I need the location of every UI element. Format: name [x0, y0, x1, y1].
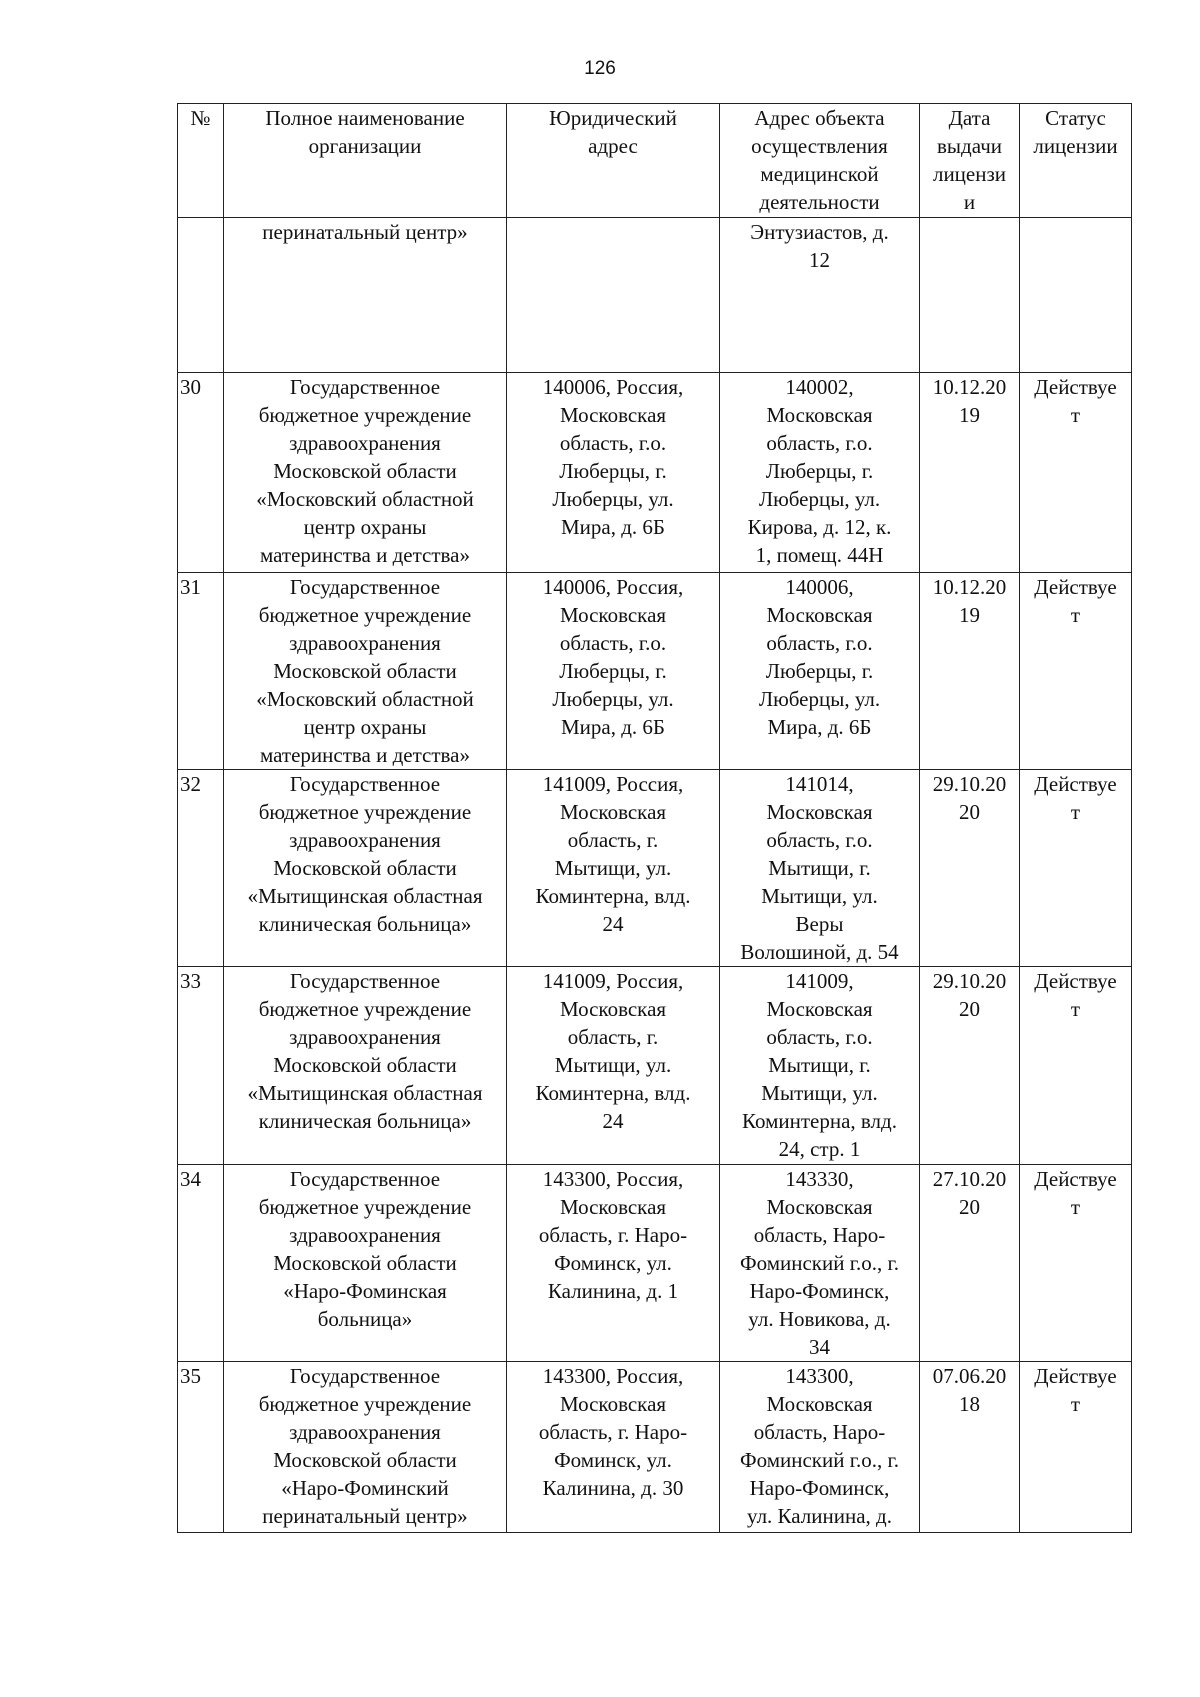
- cell-issue-date: 29.10.20 20: [920, 967, 1020, 1165]
- page-number: 126: [584, 58, 616, 79]
- cell-site-address: 140002, Московская область, г.о. Люберцы, г. Люберцы, ул. Кирова, д. 12, к. 1, помещ. 44Н: [720, 373, 920, 573]
- cell-status: Действуе т: [1020, 573, 1132, 770]
- header-legal-address: Юридический адрес: [507, 104, 720, 218]
- cell-number: 34: [178, 1165, 224, 1362]
- cell-organization: перинатальный центр»: [224, 218, 507, 373]
- cell-legal-address: 143300, Россия, Московская область, г. Наро- Фоминск, ул. Калинина, д. 1: [507, 1165, 720, 1362]
- cell-site-address: 143300, Московская область, Наро- Фоминский г.о., г. Наро-Фоминск, ул. Калинина, д.: [720, 1362, 920, 1533]
- cell-status: Действуе т: [1020, 770, 1132, 967]
- cell-status: Действуе т: [1020, 1165, 1132, 1362]
- cell-issue-date: 10.12.20 19: [920, 573, 1020, 770]
- cell-organization: Государственное бюджетное учреждение здравоохранения Московской области «Мытищинская областная клиническая больница»: [224, 770, 507, 967]
- header-site-address: Адрес объекта осуществления медицинской деятельности: [720, 104, 920, 218]
- cell-legal-address: [507, 218, 720, 373]
- cell-number: 33: [178, 967, 224, 1165]
- cell-organization: Государственное бюджетное учреждение здравоохранения Московской области «Наро-Фоминская больница»: [224, 1165, 507, 1362]
- cell-organization: Государственное бюджетное учреждение здравоохранения Московской области «Московский областной центр охраны материнства и детства»: [224, 373, 507, 573]
- table-header-row: [178, 104, 1132, 218]
- header-organization: Полное наименование организации: [224, 104, 507, 218]
- header-number: №: [178, 104, 224, 218]
- cell-legal-address: 141009, Россия, Московская область, г. Мытищи, ул. Коминтерна, влд. 24: [507, 967, 720, 1165]
- cell-legal-address: 140006, Россия, Московская область, г.о. Люберцы, г. Люберцы, ул. Мира, д. 6Б: [507, 373, 720, 573]
- table-row: [178, 218, 1132, 373]
- cell-legal-address: 141009, Россия, Московская область, г. Мытищи, ул. Коминтерна, влд. 24: [507, 770, 720, 967]
- cell-site-address: 141014, Московская область, г.о. Мытищи, г. Мытищи, ул. Веры Волошиной, д. 54: [720, 770, 920, 967]
- cell-site-address: Энтузиастов, д. 12: [720, 218, 920, 373]
- cell-site-address: 143330, Московская область, Наро- Фоминский г.о., г. Наро-Фоминск, ул. Новикова, д. 34: [720, 1165, 920, 1362]
- table-row: [178, 770, 1132, 967]
- license-table: [177, 103, 1132, 1533]
- table-row: [178, 573, 1132, 770]
- cell-issue-date: 10.12.20 19: [920, 373, 1020, 573]
- cell-number: 30: [178, 373, 224, 573]
- table-row: [178, 967, 1132, 1165]
- cell-issue-date: [920, 218, 1020, 373]
- cell-organization: Государственное бюджетное учреждение здравоохранения Московской области «Мытищинская областная клиническая больница»: [224, 967, 507, 1165]
- cell-issue-date: 27.10.20 20: [920, 1165, 1020, 1362]
- cell-number: 35: [178, 1362, 224, 1533]
- cell-status: Действуе т: [1020, 373, 1132, 573]
- cell-status: Действуе т: [1020, 967, 1132, 1165]
- table-row: [178, 1362, 1132, 1533]
- cell-organization: Государственное бюджетное учреждение здравоохранения Московской области «Московский областной центр охраны материнства и детства»: [224, 573, 507, 770]
- cell-number: 31: [178, 573, 224, 770]
- cell-issue-date: 29.10.20 20: [920, 770, 1020, 967]
- table-row: [178, 1165, 1132, 1362]
- header-status: Статус лицензии: [1020, 104, 1132, 218]
- cell-legal-address: 140006, Россия, Московская область, г.о. Люберцы, г. Люберцы, ул. Мира, д. 6Б: [507, 573, 720, 770]
- cell-status: [1020, 218, 1132, 373]
- table-row: [178, 373, 1132, 573]
- cell-number: [178, 218, 224, 373]
- header-issue-date: Дата выдачи лицензи и: [920, 104, 1020, 218]
- cell-number: 32: [178, 770, 224, 967]
- cell-issue-date: 07.06.20 18: [920, 1362, 1020, 1533]
- cell-site-address: 141009, Московская область, г.о. Мытищи, г. Мытищи, ул. Коминтерна, влд. 24, стр. 1: [720, 967, 920, 1165]
- cell-legal-address: 143300, Россия, Московская область, г. Наро- Фоминск, ул. Калинина, д. 30: [507, 1362, 720, 1533]
- cell-site-address: 140006, Московская область, г.о. Люберцы, г. Люберцы, ул. Мира, д. 6Б: [720, 573, 920, 770]
- cell-organization: Государственное бюджетное учреждение здравоохранения Московской области «Наро-Фоминский перинатальный центр»: [224, 1362, 507, 1533]
- cell-status: Действуе т: [1020, 1362, 1132, 1533]
